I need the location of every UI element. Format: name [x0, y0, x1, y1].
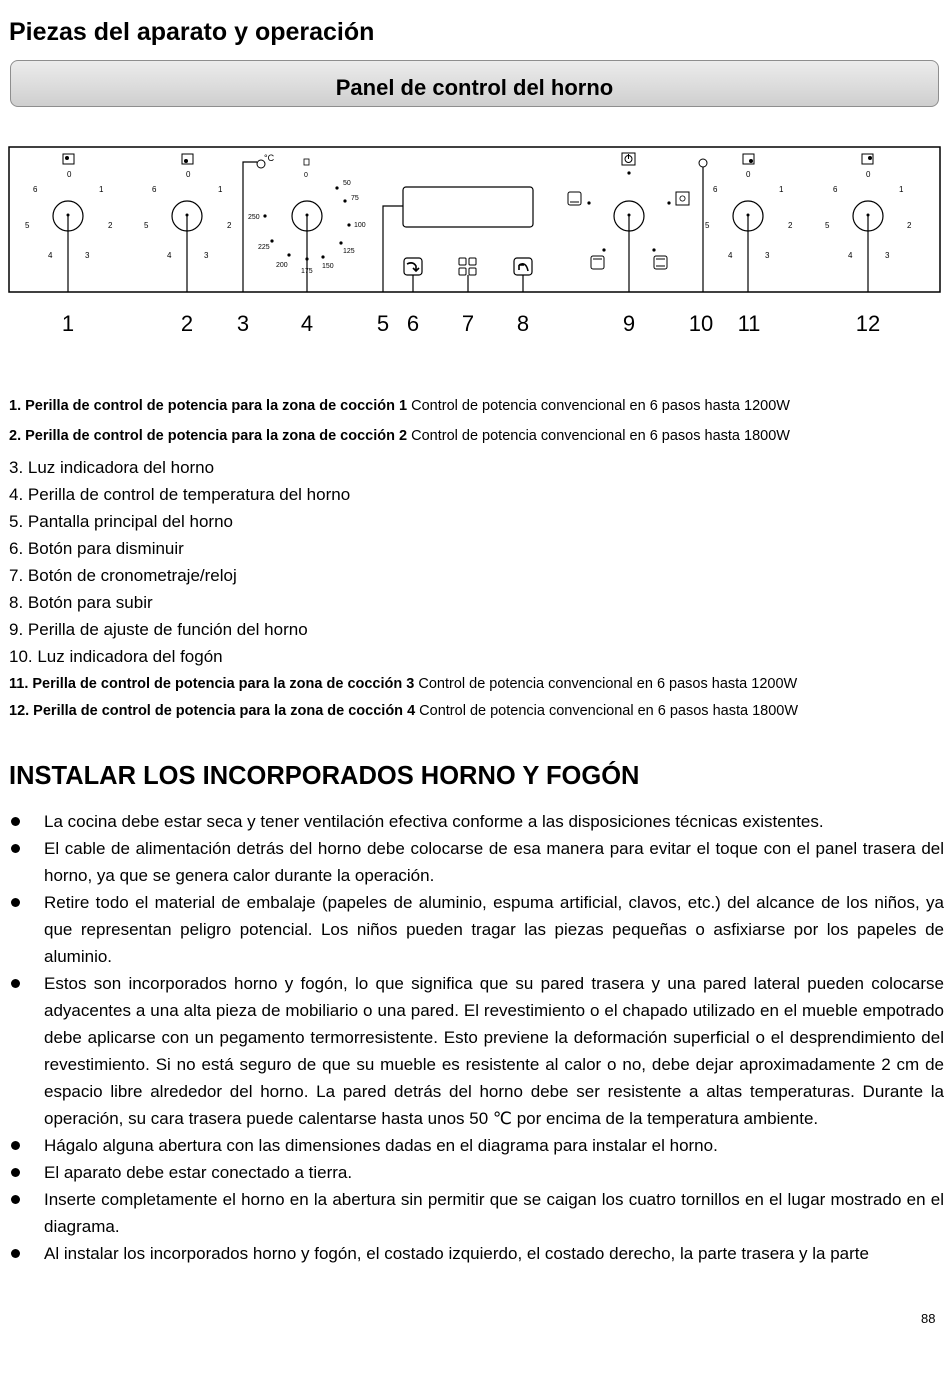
- bullet-icon: [11, 1168, 20, 1177]
- install-section-title: INSTALAR LOS INCORPORADOS HORNO Y FOGÓN: [9, 762, 640, 790]
- svg-text:5: 5: [705, 221, 710, 230]
- svg-text:2: 2: [788, 221, 793, 230]
- svg-text:1: 1: [218, 185, 223, 194]
- callout-7: 7: [461, 311, 475, 336]
- hob-indicator-icon: [699, 159, 707, 167]
- svg-text:4: 4: [848, 251, 853, 260]
- callout-numbers: [62, 311, 880, 336]
- oven-top-element-icon: [568, 192, 581, 205]
- svg-text:6: 6: [152, 185, 157, 194]
- list-item: Estos son incorporados horno y fogón, lo que significa que su pared trasera y una pared lateral pueden colocarse adyacentes a una alta pieza de mobiliario o una pared. El revestimiento o el chapado utilizado en el mueble empotrado debe aplicarse con un pegamento termorresistente. Esto previene la deformación superficial o el desprendimiento del revestimiento. Si no está seguro de que su mueble es resistente al calor o no, debe dejar aproximadamente 2 cm de espacio libre alrededor del horno. La pared detrás del horno debe ser resistente a altas temperaturas. Durante la operación, su cara trasera puede calentarse hasta unos 50 ℃ por encima de la temperatura ambiente.: [8, 970, 944, 1132]
- bullet-icon: [11, 1141, 20, 1150]
- legend-item-6: 6. Botón para disminuir: [9, 539, 184, 558]
- list-item: El cable de alimentación detrás del horno debe colocarse de esa manera para evitar el toque con el panel trasera del horno, ya que se genera calor durante la operación.: [8, 835, 944, 889]
- callout-1: 1: [61, 311, 75, 336]
- list-item: Hágalo alguna abertura con las dimensiones dadas en el diagrama para instalar el horno.: [8, 1132, 944, 1159]
- callout-11: 11: [737, 311, 761, 336]
- svg-text:6: 6: [713, 185, 718, 194]
- svg-text:2: 2: [907, 221, 912, 230]
- svg-text:3: 3: [85, 251, 90, 260]
- bullet-icon: [11, 1195, 20, 1204]
- callout-9: 9: [622, 311, 636, 336]
- page-title: Piezas del aparato y operación: [9, 18, 375, 46]
- svg-text:6: 6: [33, 185, 38, 194]
- svg-text:3: 3: [765, 251, 770, 260]
- svg-text:175: 175: [301, 268, 313, 275]
- zone-rear-right-icon: [862, 154, 873, 164]
- legend-item-8: 8. Botón para subir: [9, 593, 153, 612]
- legend-item-3: 3. Luz indicadora del horno: [9, 458, 215, 477]
- svg-text:2: 2: [227, 221, 232, 230]
- install-bullet-list: [8, 808, 944, 1267]
- callout-3: 3: [236, 311, 250, 336]
- page-number: 88: [921, 1311, 936, 1326]
- svg-text:1: 1: [779, 185, 784, 194]
- temperature-unit: °C: [264, 153, 275, 163]
- svg-text:1: 1: [899, 185, 904, 194]
- oven-lamp-icon: [676, 192, 689, 205]
- legend-item-4: 4. Perilla de control de temperatura del horno: [9, 485, 351, 504]
- svg-text:3: 3: [885, 251, 890, 260]
- section-header-bar: [10, 60, 939, 107]
- oven-bottom-element-icon: [591, 256, 604, 269]
- zone-front-right-icon: [743, 154, 754, 164]
- callout-10: 10: [688, 311, 714, 336]
- list-item: Al instalar los incorporados horno y fogón, el costado izquierdo, el costado derecho, la parte trasera y la parte: [8, 1240, 944, 1267]
- knob-4-mark: 0: [304, 172, 308, 179]
- legend-item-1: 1. Perilla de control de potencia para la zona de cocción 1 Control de potencia convencional en 6 pasos hasta 1200W: [9, 398, 790, 414]
- svg-text:4: 4: [48, 251, 53, 260]
- oven-grill-icon: [654, 256, 667, 269]
- svg-text:75: 75: [351, 195, 359, 202]
- section-title: Panel de control del horno: [335, 75, 614, 100]
- svg-text:250: 250: [248, 214, 260, 221]
- list-item: Inserte completamente el horno en la abertura sin permitir que se caigan los cuatro tornillos en el lugar mostrado en el diagrama.: [8, 1186, 944, 1240]
- svg-text:2: 2: [108, 221, 113, 230]
- legend-item-12: 12. Perilla de control de potencia para la zona de cocción 4 Control de potencia convencional en 6 pasos hasta 1800W: [9, 703, 799, 719]
- svg-text:225: 225: [258, 244, 270, 251]
- knob-12-mark: 0: [866, 170, 871, 179]
- svg-text:1: 1: [99, 185, 104, 194]
- zone-front-left-icon: [182, 154, 193, 164]
- callout-12: 12: [855, 311, 881, 336]
- legend-item-10: 10. Luz indicadora del fogón: [9, 647, 223, 666]
- bullet-icon: [11, 844, 20, 853]
- svg-text:4: 4: [167, 251, 172, 260]
- zone-rear-left-icon: [63, 154, 74, 164]
- bullet-icon: [11, 817, 20, 826]
- control-panel-diagram: [0, 140, 950, 345]
- callout-5: 5: [376, 311, 390, 336]
- bullet-icon: [11, 979, 20, 988]
- knob-2-mark: 0: [186, 170, 191, 179]
- legend-item-9: 9. Perilla de ajuste de función del horno: [9, 620, 308, 639]
- list-item: El aparato debe estar conectado a tierra.: [8, 1159, 944, 1186]
- legend-item-7: 7. Botón de cronometraje/reloj: [9, 566, 237, 585]
- legend-item-5: 5. Pantalla principal del horno: [9, 512, 233, 531]
- thermometer-icon: [304, 159, 309, 165]
- legend-item-2: 2. Perilla de control de potencia para la zona de cocción 2 Control de potencia convencional en 6 pasos hasta 1800W: [9, 428, 790, 444]
- bullet-icon: [11, 898, 20, 907]
- svg-text:200: 200: [276, 262, 288, 269]
- svg-text:5: 5: [144, 221, 149, 230]
- knob-1-mark: 0: [67, 170, 72, 179]
- svg-text:125: 125: [343, 248, 355, 255]
- knob-11-mark: 0: [746, 170, 751, 179]
- callout-8: 8: [516, 311, 530, 336]
- svg-text:50: 50: [343, 180, 351, 187]
- svg-text:6: 6: [833, 185, 838, 194]
- svg-text:100: 100: [354, 222, 366, 229]
- list-item: La cocina debe estar seca y tener ventilación efectiva conforme a las disposiciones técnicas existentes.: [8, 808, 944, 835]
- svg-text:3: 3: [204, 251, 209, 260]
- svg-text:4: 4: [728, 251, 733, 260]
- power-icon: [622, 153, 635, 165]
- list-item: Retire todo el material de embalaje (papeles de aluminio, espuma artificial, clavos, etc.) del alcance de los niños, ya que representan peligro potencial. Los niños pueden tragar las piezas pequeñas o asfixiarse por los papeles de aluminio.: [8, 889, 944, 970]
- legend-item-11: 11. Perilla de control de potencia para la zona de cocción 3 Control de potencia convencional en 6 pasos hasta 1200W: [9, 676, 798, 692]
- callout-2: 2: [180, 311, 194, 336]
- svg-text:5: 5: [825, 221, 830, 230]
- svg-text:150: 150: [322, 263, 334, 270]
- callout-6: 6: [406, 311, 420, 336]
- svg-text:5: 5: [25, 221, 30, 230]
- bullet-icon: [11, 1249, 20, 1258]
- callout-4: 4: [300, 311, 314, 336]
